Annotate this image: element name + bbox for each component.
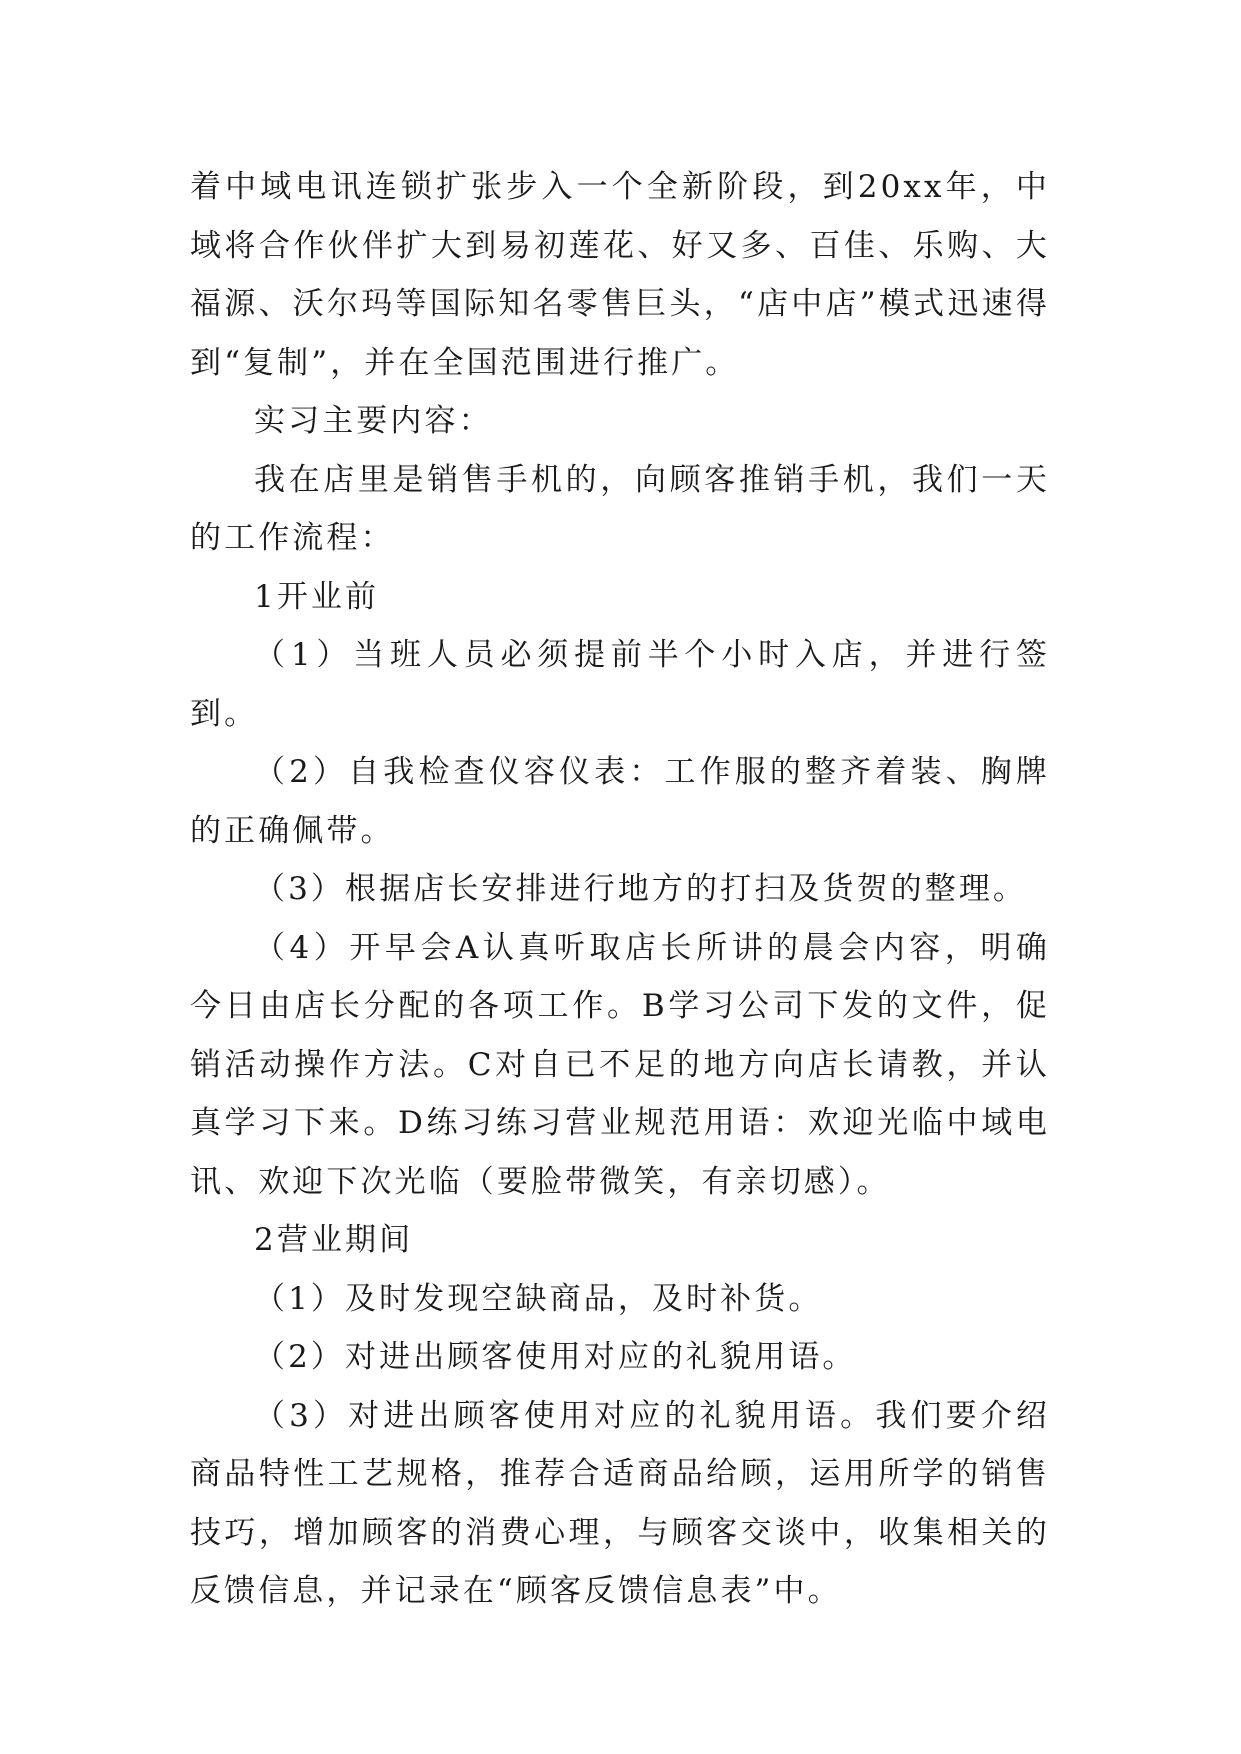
list-item-sign-in: （1）当班人员必须提前半个小时入店，并进行签到。: [190, 637, 1050, 732]
paragraph-internship-heading: 实习主要内容：: [254, 403, 493, 439]
paragraph-intro-continued: 着中域电讯连锁扩张步入一个全新阶段，到20xx年，中域将合作伙伴扩大到易初莲花、好又多、百佳、乐购、大福源、沃尔玛等国际知名零售巨头，“店中店”模式迅速得到“复制”，并在全国范围进行推广。: [190, 169, 1050, 381]
list-item-courtesy: （2）对进出顾客使用对应的礼貌用语。: [254, 1339, 857, 1375]
list-item-cleaning: （3）根据店长安排进行地方的打扫及货贺的整理。: [254, 871, 1028, 907]
list-item-morning-meeting: （4）开早会A认真听取店长所讲的晨会内容，明确今日由店长分配的各项工作。B学习公司下发的文件，促销活动操作方法。C对自已不足的地方向店长请教，并认真学习下来。D练习练习营业规范用语：欢迎光临中域电讯、欢迎下次光临（要脸带微笑，有亲切感）。: [190, 929, 1050, 1200]
list-item-sales-feedback: （3）对进出顾客使用对应的礼貌用语。我们要介绍商品特性工艺规格，推荐合适商品给顾，运用所学的销售技巧，增加顾客的消费心理，与顾客交谈中，收集相关的反馈信息，并记录在“顾客反馈信息表”中。: [190, 1397, 1050, 1609]
list-item-restock: （1）及时发现空缺商品，及时补货。: [254, 1280, 823, 1317]
section-heading-business-hours: 2营业期间: [254, 1222, 414, 1258]
document-page: [190, 158, 1050, 1621]
section-heading-before-opening: 1开业前: [254, 578, 380, 615]
list-item-appearance-check: （2）自我检查仪容仪表：工作服的整齐着装、胸牌的正确佩带。: [190, 754, 1050, 849]
paragraph-work-description: 我在店里是销售手机的，向顾客推销手机，我们一天的工作流程：: [190, 461, 1050, 556]
